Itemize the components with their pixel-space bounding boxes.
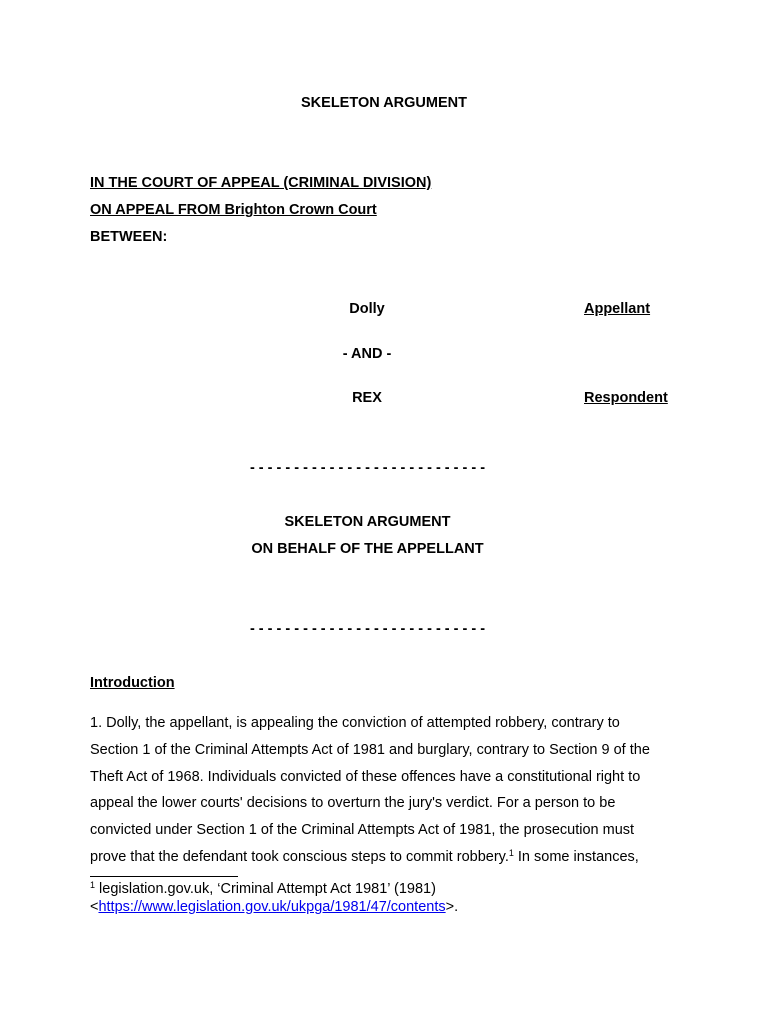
paragraph-text: In some instances, bbox=[513, 848, 639, 865]
paragraph-line: Section 1 of the Criminal Attempts Act of 1981 and burglary, contrary to Section 9 of the bbox=[90, 741, 650, 758]
introduction-paragraph bbox=[90, 710, 690, 871]
court-name: IN THE COURT OF APPEAL (CRIMINAL DIVISION) bbox=[90, 175, 432, 191]
paragraph-line: 1. Dolly, the appellant, is appealing the conviction of attempted robbery, contrary to bbox=[90, 715, 620, 731]
document-title: SKELETON ARGUMENT bbox=[301, 95, 467, 111]
dashed-separator: - - - - - - - - - - - - - - - - - - - - - - - - - - - bbox=[249, 621, 486, 637]
footnote-line bbox=[90, 880, 690, 898]
dashed-separator: - - - - - - - - - - - - - - - - - - - - - - - - - - - bbox=[249, 460, 486, 476]
footnote-reference[interactable]: 1 bbox=[508, 847, 514, 858]
respondent-role: Respondent bbox=[584, 390, 668, 406]
between-label: BETWEEN: bbox=[90, 229, 168, 245]
paragraph-line: Theft Act of 1968. Individuals convicted of these offences have a constitutional right to bbox=[90, 768, 641, 785]
footnote-number: 1 bbox=[90, 880, 96, 890]
respondent-name: REX bbox=[352, 390, 382, 406]
and-separator: - AND - bbox=[342, 346, 392, 362]
sub-title-line-2: ON BEHALF OF THE APPELLANT bbox=[251, 541, 484, 557]
paragraph-line: convicted under Section 1 of the Criminal Attempts Act of 1981, the prosecution must bbox=[90, 822, 635, 839]
paragraph-line: appeal the lower courts' decisions to overturn the jury's verdict. For a person to be bbox=[90, 795, 616, 812]
footnote-link-prefix: < bbox=[90, 899, 99, 915]
paragraph-line bbox=[90, 844, 690, 871]
footnote-text: legislation.gov.uk, ‘Criminal Attempt Act 1981’ (1981) bbox=[95, 881, 436, 897]
footnote bbox=[90, 880, 690, 916]
appellant-name: Dolly bbox=[349, 301, 385, 317]
introduction-heading: Introduction bbox=[90, 675, 175, 691]
footnote-link[interactable]: https://www.legislation.gov.uk/ukpga/1981/47/contents bbox=[98, 899, 446, 915]
appellant-role: Appellant bbox=[584, 301, 651, 317]
appeal-from: ON APPEAL FROM Brighton Crown Court bbox=[90, 202, 377, 218]
footnote-link-suffix: >. bbox=[445, 899, 459, 915]
footnote-line bbox=[90, 898, 690, 916]
paragraph-text: prove that the defendant took conscious steps to commit robbery. bbox=[90, 848, 509, 865]
footnote-divider bbox=[90, 876, 238, 877]
sub-title-line-1: SKELETON ARGUMENT bbox=[284, 514, 451, 530]
